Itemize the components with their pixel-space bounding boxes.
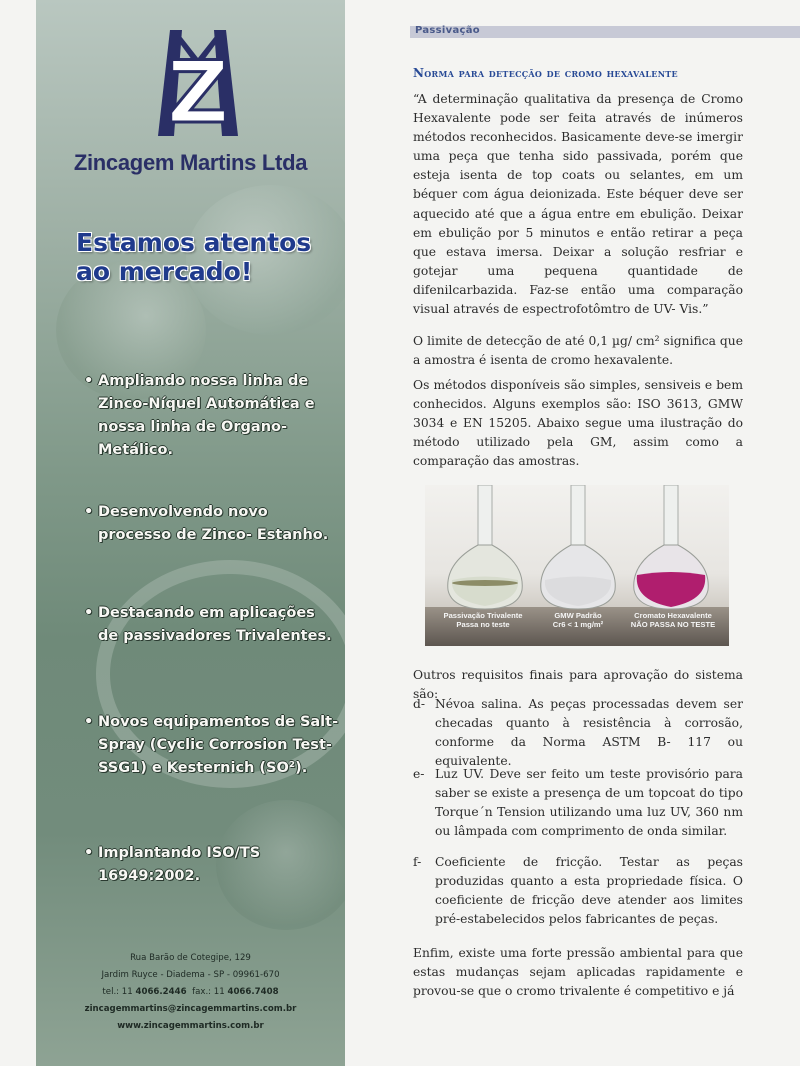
company-logo [148, 18, 248, 148]
bullet-text: Novos equipamentos de Salt-Spray (Cyclic Corrosion Test-SSG1) e Kesternich (SO²). [98, 714, 339, 776]
bullet-dot: • [84, 504, 94, 520]
phone-number: 4066.2446 [135, 987, 187, 997]
ad-bullet [84, 711, 339, 780]
bullet-text: Destacando em aplicações de passivadores Trivalentes. [98, 605, 332, 644]
ad-column [36, 0, 345, 1066]
logo-letter: Z [166, 43, 230, 143]
article-paragraph-quote: “A determinação qualitativa da presença de Cromo Hexavalente pode ser feita através de inúmeros métodos reconhecidos. Basicamente deve-se imergir uma peça que tenha sido passivada, porém que esteja isenta de top coats ou selantes, em um béquer com água deionizada. Este béquer deve ser aquecido até que a água entre em ebulição. Deixar em ebulição por 5 minutos e então retirar a peça que estava imersa. Deixar a solução resfriar e gotejar uma pequena quantidade de difenilcarbazida. Faz-se então uma comparação visual através de espectrofotômtro de UV- Vis.” [413, 92, 743, 317]
bullet-dot: • [84, 605, 94, 621]
article-paragraph-requirements: Outros requisitos finais para aprovação do sistema são: [413, 668, 743, 702]
requirement-letter: d- [413, 697, 426, 711]
address-street: Rua Barão de Cotegipe, 129 [130, 953, 251, 963]
photo-caption: GMW Padrão Cr6 < 1 mg/m² [552, 611, 604, 629]
requirement-text: Luz UV. Deve ser feito um teste provisório para saber se existe a presença de um topcoat do tipo Torque´n Tension utilizando uma luz UV, 360 nm ou lâmpada com comprimento de onda similar. [435, 767, 743, 839]
article-paragraph-conclusion: Enfim, existe uma forte pressão ambiental para que estas mudanças sejam aplicadas rapidamente e provou-se que o cromo trivalente é competitivo e já [413, 946, 743, 999]
photo-caption: Cromato Hexavalente NÃO PASSA NO TESTE [630, 611, 716, 629]
bullet-text: Implantando ISO/TS 16949:2002. [98, 845, 261, 884]
requirement-item [413, 853, 743, 929]
requirement-item [413, 695, 743, 771]
requirement-letter: e- [413, 767, 425, 781]
slogan-line-2: ao mercado! [76, 257, 253, 286]
flask-trivalent [440, 485, 530, 610]
requirement-letter: f- [413, 855, 422, 869]
flask-comparison-photo [425, 485, 729, 646]
photo-caption: Passivação Trivalente Passa no teste [443, 611, 523, 629]
flask-hexavalent [626, 485, 716, 610]
company-email: zincagemmartins@zincagemmartins.com.br [84, 1004, 297, 1014]
ad-bullet [84, 501, 339, 547]
article-paragraph-limit: O limite de detecção de até 0,1 µg/ cm² significa que a amostra é isenta de cromo hexavalente. [413, 334, 743, 368]
requirement-text: Coeficiente de fricção. Testar as peças produzidas quanto a esta propriedade física. O coeficiente de fricção deve atender aos limites pré-estabelecidos pelos fabricantes de peças. [435, 855, 743, 927]
ad-bullet [84, 602, 339, 648]
company-address [36, 950, 345, 1035]
article-title: Norma para detecção de cromo hexavalente [413, 66, 678, 80]
fax-number: 4066.7408 [227, 987, 279, 997]
bullet-text: Desenvolvendo novo processo de Zinco- Estanho. [98, 504, 329, 543]
requirement-item [413, 765, 743, 841]
bullet-dot: • [84, 714, 94, 730]
bullet-dot: • [84, 373, 94, 389]
bullet-dot: • [84, 845, 94, 861]
ad-slogan [76, 228, 316, 286]
requirement-text: Névoa salina. As peças processadas devem ser checadas quanto à resistência à corrosão, conforme da Norma ASTM B- 117 ou equivalente. [435, 697, 743, 769]
section-label: Passivação [415, 25, 480, 36]
bullet-text: Ampliando nossa linha de Zinco-Níquel Automática e nossa linha de Organo-Metálico. [98, 373, 315, 458]
address-phones: tel.: 11 4066.2446 fax.: 11 4066.7408 [102, 987, 279, 997]
address-city: Jardim Ruyce - Diadema - SP - 09961-670 [101, 970, 280, 980]
slogan-line-1: Estamos atentos [76, 228, 312, 257]
ad-bullet [84, 842, 339, 888]
flask-gmw [533, 485, 623, 610]
article-paragraph-methods: Os métodos disponíveis são simples, sensiveis e bem conhecidos. Alguns exemplos são: ISO 3613, GMW 3034 e EN 15205. Abaixo segue uma ilustração do método utilizado pela GM, assim como a comparação das amostras. [413, 378, 743, 469]
company-name: Zincagem Martins Ltda [73, 150, 308, 175]
ad-bullet [84, 370, 339, 462]
company-website: www.zincagemmartins.com.br [117, 1021, 264, 1031]
